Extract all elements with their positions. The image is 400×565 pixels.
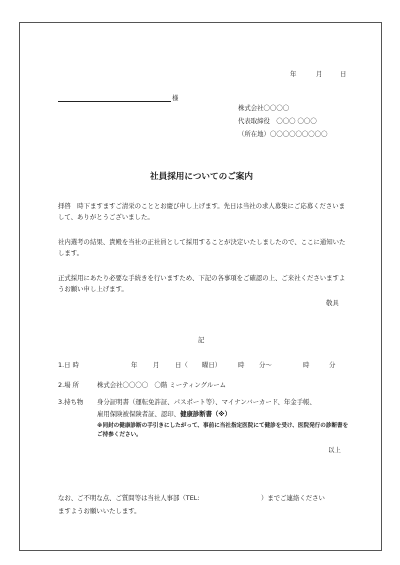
footer-line2: ますようお願いいたします。: [58, 507, 141, 515]
date-year: 年: [290, 70, 297, 78]
footer-line1-b: ）までご連絡ください: [261, 494, 325, 502]
document-title: 社員採用についてのご案内: [150, 172, 253, 182]
item-datetime-day: 日（: [175, 361, 188, 369]
date-month: 月: [316, 70, 323, 78]
item-belongings-health-cert: 健康診断書（※）: [180, 410, 232, 418]
item-datetime-hour: 時: [238, 361, 245, 369]
item-datetime-weekday: 曜日）: [202, 361, 222, 369]
ijou-closing: 以上: [328, 446, 341, 454]
footer-line1-a: なお、ご不明な点、ご質問等は当社人事部（TEL:: [58, 494, 200, 502]
date-day: 日: [340, 70, 347, 78]
ki-heading: 記: [198, 336, 205, 344]
item-belongings-line1: 身分証明書（運転免許証、パスポート等）、マイナンバーカード、年金手帳、: [97, 398, 316, 406]
item-belongings-notice: ※同封の健康診断の手引きにしたがって、事前に当社指定医院にて健診を受け、医院発行の診断書をご持参ください。: [97, 423, 349, 438]
item-place-value: 株式会社〇〇〇〇 〇階 ミーティングルーム: [97, 381, 227, 389]
body-paragraph-greeting: 拝啓 時下ますますご清栄のこととお慶び申し上げます。先日は当社の求人募集にご応募くださいまして、ありがとうございました。: [58, 202, 346, 221]
closing-keigu: 敬具: [326, 299, 339, 307]
item-datetime-month: 月: [153, 361, 160, 369]
item-datetime-label: 1.日 時: [58, 361, 79, 369]
item-belongings-line2: [97, 410, 231, 419]
sender-company: 株式会社〇〇〇〇: [238, 104, 290, 112]
document-page: [19, 22, 382, 551]
item-datetime-year: 年: [131, 361, 138, 369]
item-belongings-line2-plain: 雇用保険被保険者証、認印、: [97, 410, 181, 418]
item-datetime-hour2: 時: [303, 361, 310, 369]
addressee-underline: [58, 101, 171, 102]
addressee-suffix: 様: [172, 94, 179, 102]
item-place-label: 2.場 所: [58, 381, 79, 389]
item-belongings-label: 3.持ち物: [58, 398, 84, 406]
sender-address: （所在地）〇〇〇〇〇〇〇〇〇: [238, 130, 328, 138]
sender-representative: 代表取締役 〇〇〇 〇〇〇: [238, 117, 317, 125]
body-paragraph-request: 正式採用にあたり必要な手続きを行いますため、下記の各事項をご確認の上、ご来社くださいますようお願い申し上げます。: [58, 274, 346, 293]
item-datetime-minute: 分～: [259, 361, 272, 369]
body-paragraph-notice: 社内選考の結果、貴殿を当社の正社員として採用することが決定いたしましたので、ここに通知いたします。: [58, 238, 346, 257]
item-datetime-minute2: 分: [329, 361, 336, 369]
